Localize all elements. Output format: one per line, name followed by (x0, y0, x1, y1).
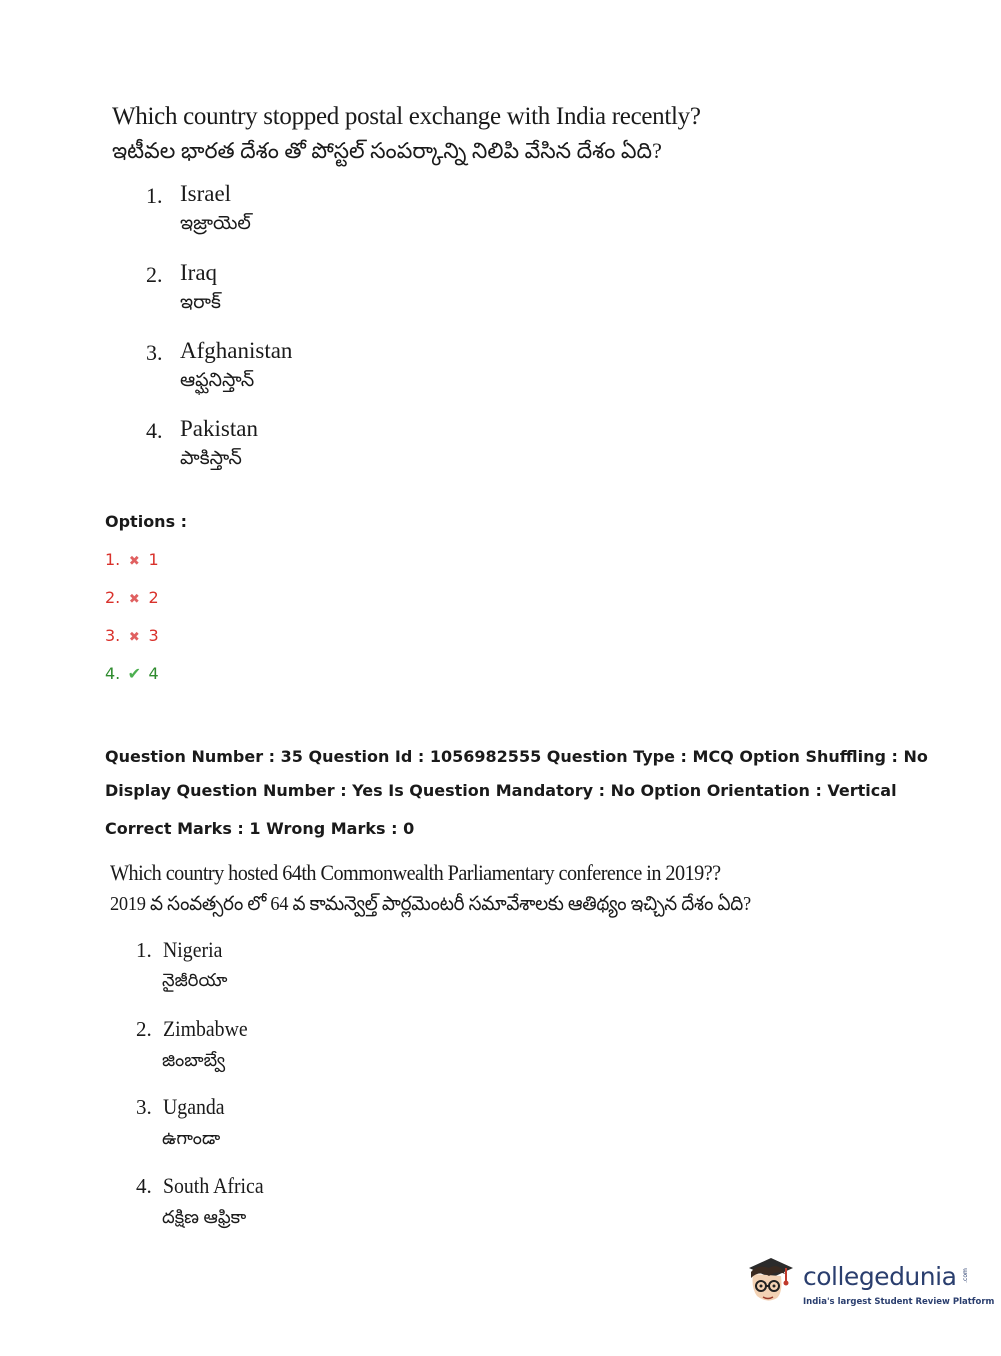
question-1-text-te: ఇటీవల భారత దేశం తో పోస్టల్ సంపర్కాన్ని నిలిపి వేసిన దేశం ఏది? (112, 138, 662, 163)
q1-option-3-te: ఆఫ్ఘనిస్తాన్ (180, 370, 255, 391)
question-marks-line: Correct Marks : 1 Wrong Marks : 0 (105, 819, 415, 838)
cross-icon: ✖ (128, 630, 140, 645)
q2-option-1-te: నైజీరియా (162, 970, 228, 990)
question-meta-line-1: Question Number : 35 Question Id : 1056982555 Question Type : MCQ Option Shuffling : No (105, 747, 928, 766)
q1-option-1-en: Israel (180, 181, 232, 206)
question-1-text-en: Which country stopped postal exchange with India recently? (112, 103, 701, 130)
option-result-1 (105, 550, 159, 569)
question-2-text-en: Which country hosted 64th Commonwealth Parliamentary conference in 2019?? (110, 860, 721, 885)
option-result-4 (105, 664, 159, 683)
options-heading: Options : (105, 512, 188, 531)
q2-option-4-te: దక్షిణ ఆఫ్రికా (162, 1207, 247, 1227)
q1-option-1-te: ఇజ్రాయెల్ (180, 213, 251, 234)
collegedunia-mascot-icon (741, 1252, 801, 1312)
option-result-3 (105, 626, 159, 645)
q2-option-4-en: South Africa (163, 1173, 264, 1198)
question-meta-line-2: Display Question Number : Yes Is Question Mandatory : No Option Orientation : Vertical (105, 781, 897, 800)
q2-option-3-number: 3. (136, 1095, 152, 1119)
cross-icon: ✖ (128, 554, 140, 569)
logo-wordmark: collegedunia (803, 1262, 957, 1291)
question-2-text-te: 2019 వ సంవత్సరం లో 64 వ కామన్వెల్త్ పార్లమెంటరీ సమావేశాలకు ఆతిథ్యం ఇచ్చిన దేశం ఏది? (110, 893, 751, 915)
cross-icon: ✖ (128, 592, 140, 607)
q2-option-2-te: జింబాబ్వే (162, 1050, 226, 1070)
option-result-2 (105, 588, 159, 607)
option-result-value: 1 (148, 550, 159, 569)
option-result-number: 3. (105, 626, 121, 645)
q2-option-1-number: 1. (136, 938, 152, 962)
q2-option-2-en: Zimbabwe (163, 1016, 248, 1041)
q1-option-4-en: Pakistan (180, 416, 258, 441)
option-result-value: 2 (148, 588, 159, 607)
q2-option-2-number: 2. (136, 1017, 152, 1041)
q1-option-1-number: 1. (146, 183, 163, 208)
q2-option-3-te: ఉగాండా (162, 1128, 221, 1148)
q1-option-2-en: Iraq (180, 260, 218, 285)
q1-option-2-te: ఇరాక్ (180, 292, 221, 313)
option-result-number: 4. (105, 664, 121, 683)
q2-option-1-en: Nigeria (163, 937, 223, 962)
option-result-number: 1. (105, 550, 121, 569)
option-result-value: 3 (148, 626, 159, 645)
q2-option-4-number: 4. (136, 1174, 152, 1198)
q1-option-4-number: 4. (146, 418, 163, 443)
q1-option-2-number: 2. (146, 262, 163, 287)
q1-option-3-number: 3. (146, 340, 163, 365)
option-result-value: 4 (148, 664, 159, 683)
logo-suffix: .com (961, 1268, 969, 1283)
q1-option-4-te: పాకిస్తాన్ (180, 448, 242, 469)
q2-option-3-en: Uganda (163, 1094, 225, 1119)
logo-tagline: India's largest Student Review Platform (803, 1297, 995, 1307)
option-result-number: 2. (105, 588, 121, 607)
q1-option-3-en: Afghanistan (180, 338, 293, 363)
check-icon: ✔ (127, 664, 142, 683)
